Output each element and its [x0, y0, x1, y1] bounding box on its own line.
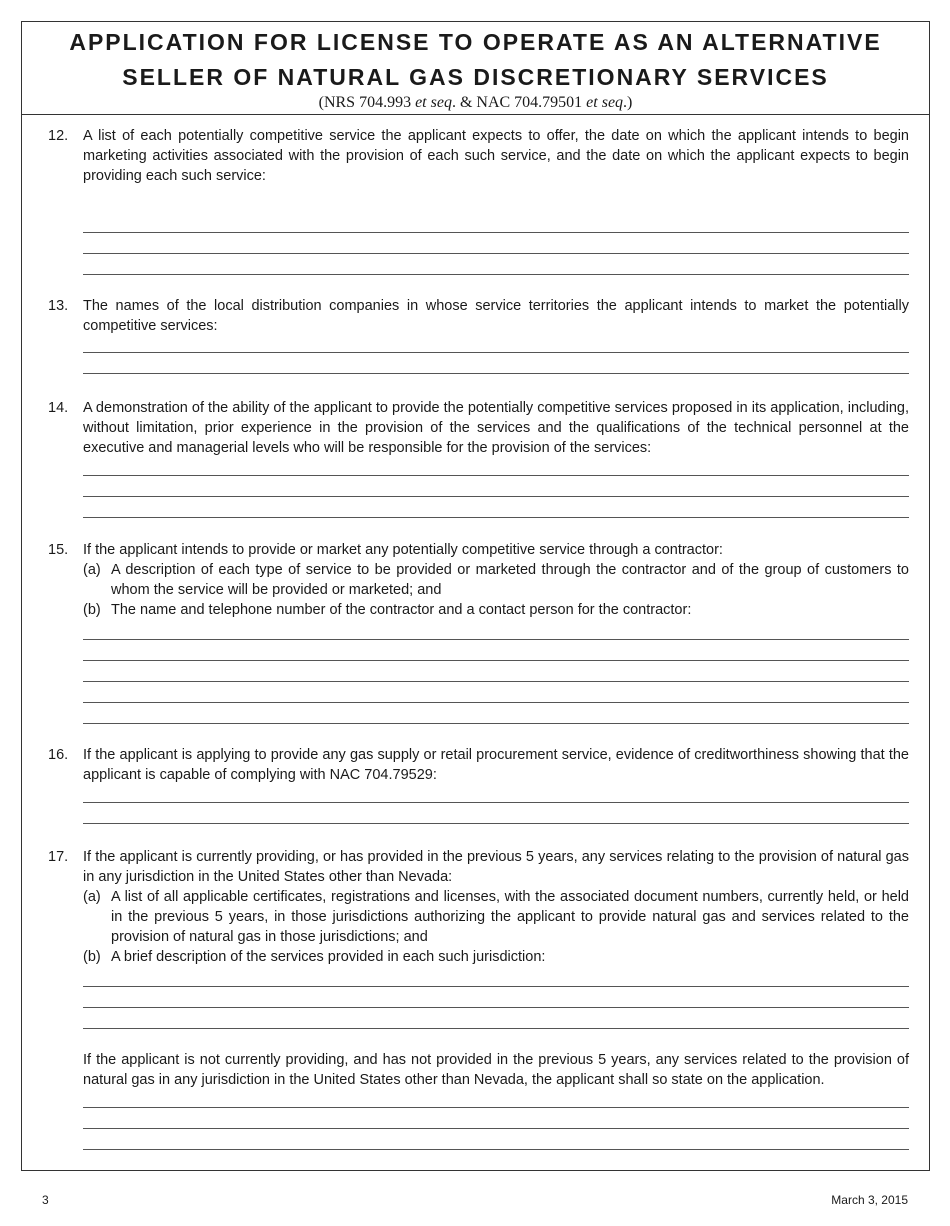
- answer-line[interactable]: [83, 703, 909, 724]
- answer-line[interactable]: [83, 803, 909, 824]
- revision-date: March 3, 2015: [831, 1193, 908, 1207]
- form-header: [22, 22, 929, 115]
- answer-line[interactable]: [83, 987, 909, 1008]
- question-number: 16.: [48, 747, 69, 763]
- answer-lines-14: [83, 455, 909, 518]
- sub-text: A brief description of the services provided in each such jurisdiction:: [111, 949, 546, 965]
- question-text: If the applicant intends to provide or market any potentially competitive service through a contractor:: [83, 542, 723, 558]
- sub-label: (b): [83, 949, 101, 965]
- citation-italic: et seq: [415, 94, 452, 111]
- sub-item-a: [83, 887, 909, 947]
- answer-line[interactable]: [83, 1087, 909, 1108]
- question-number: 13.: [48, 298, 69, 314]
- sub-label: (b): [83, 602, 101, 618]
- question-number: 15.: [48, 542, 69, 558]
- question-text: The names of the local distribution companies in whose service territories the applicant intends to market the potentially competitive services:: [83, 298, 909, 334]
- question-number: 17.: [48, 849, 69, 865]
- answer-line[interactable]: [83, 212, 909, 233]
- citation-part: (NRS 704.993: [318, 94, 416, 111]
- citation-italic: et seq: [586, 94, 624, 111]
- answer-line[interactable]: [83, 782, 909, 803]
- answer-line[interactable]: [83, 254, 909, 275]
- sub-label: (a): [83, 889, 101, 905]
- sub-text: The name and telephone number of the contractor and a contact person for the contractor:: [111, 602, 692, 618]
- question-body: [83, 540, 909, 620]
- sub-text: A description of each type of service to be provided or marketed through the contractor and of the group of customers to whom the service will be provided or marketed; and: [111, 562, 909, 598]
- citation-part: . & NAC 704.79501: [451, 94, 587, 111]
- answer-lines-13: [83, 332, 909, 374]
- answer-line[interactable]: [83, 1008, 909, 1029]
- sub-text: A list of all applicable certificates, registrations and licenses, with the associated document numbers, currently held, or held in the previous 5 years, in those jurisdictions authorizing the applicant to provide natural gas and services related to the provision of natural gas in those jurisdictions; and: [111, 889, 909, 945]
- answer-line[interactable]: [83, 682, 909, 703]
- answer-line[interactable]: [83, 966, 909, 987]
- answer-lines-16: [83, 782, 909, 824]
- citation-part: .): [623, 94, 633, 111]
- answer-line[interactable]: [83, 233, 909, 254]
- answer-line[interactable]: [83, 1129, 909, 1150]
- answer-line[interactable]: [83, 640, 909, 661]
- question-text: If the applicant is currently providing, or has provided in the previous 5 years, any services relating to the provision of natural gas in any jurisdiction in the United States other than Nevada:: [83, 849, 909, 885]
- page-number: 3: [42, 1193, 49, 1207]
- statute-citation: [22, 94, 929, 112]
- answer-line[interactable]: [83, 332, 909, 353]
- question-number: 12.: [48, 128, 69, 144]
- title-line-1: APPLICATION FOR LICENSE TO OPERATE AS AN ALTERNATIVE: [69, 29, 882, 55]
- question-text: A demonstration of the ability of the applicant to provide the potentially competitive services proposed in its application, including, without limitation, prior experience in the provision of the services and the qualifications of the technical personnel at the executive and managerial levels who will be responsible for the provision of the services:: [83, 400, 909, 456]
- question-text: If the applicant is applying to provide any gas supply or retail procurement service, evidence of creditworthiness showing that the applicant is capable of complying with NAC 704.79529:: [83, 747, 909, 783]
- answer-lines-17: [83, 966, 909, 1029]
- note-text: If the applicant is not currently providing, and has not provided in the previous 5 years, any services related to the provision of natural gas in any jurisdiction in the United States other than Nevada, the applicant shall so state on the application.: [83, 1052, 909, 1088]
- question-text: A list of each potentially competitive service the applicant expects to offer, the date on which the applicant intends to begin marketing activities associated with the provision of each such service, and the date on which the applicant expects to begin providing each such service:: [83, 128, 909, 184]
- answer-lines-15: [83, 619, 909, 724]
- answer-lines-12: [83, 212, 909, 275]
- answer-line[interactable]: [83, 476, 909, 497]
- sub-label: (a): [83, 562, 101, 578]
- answer-lines-17-note: [83, 1087, 909, 1150]
- form-title: [22, 25, 929, 95]
- question-body: [83, 847, 909, 967]
- form-frame: [21, 21, 930, 1171]
- sub-item-a: [83, 560, 909, 600]
- question-number: 14.: [48, 400, 69, 416]
- title-line-2: SELLER OF NATURAL GAS DISCRETIONARY SERVICES: [122, 64, 829, 90]
- answer-line[interactable]: [83, 497, 909, 518]
- answer-line[interactable]: [83, 353, 909, 374]
- answer-line[interactable]: [83, 1108, 909, 1129]
- sub-item-b: [83, 600, 909, 620]
- answer-line[interactable]: [83, 619, 909, 640]
- answer-line[interactable]: [83, 661, 909, 682]
- answer-line[interactable]: [83, 455, 909, 476]
- sub-item-b: [83, 947, 909, 967]
